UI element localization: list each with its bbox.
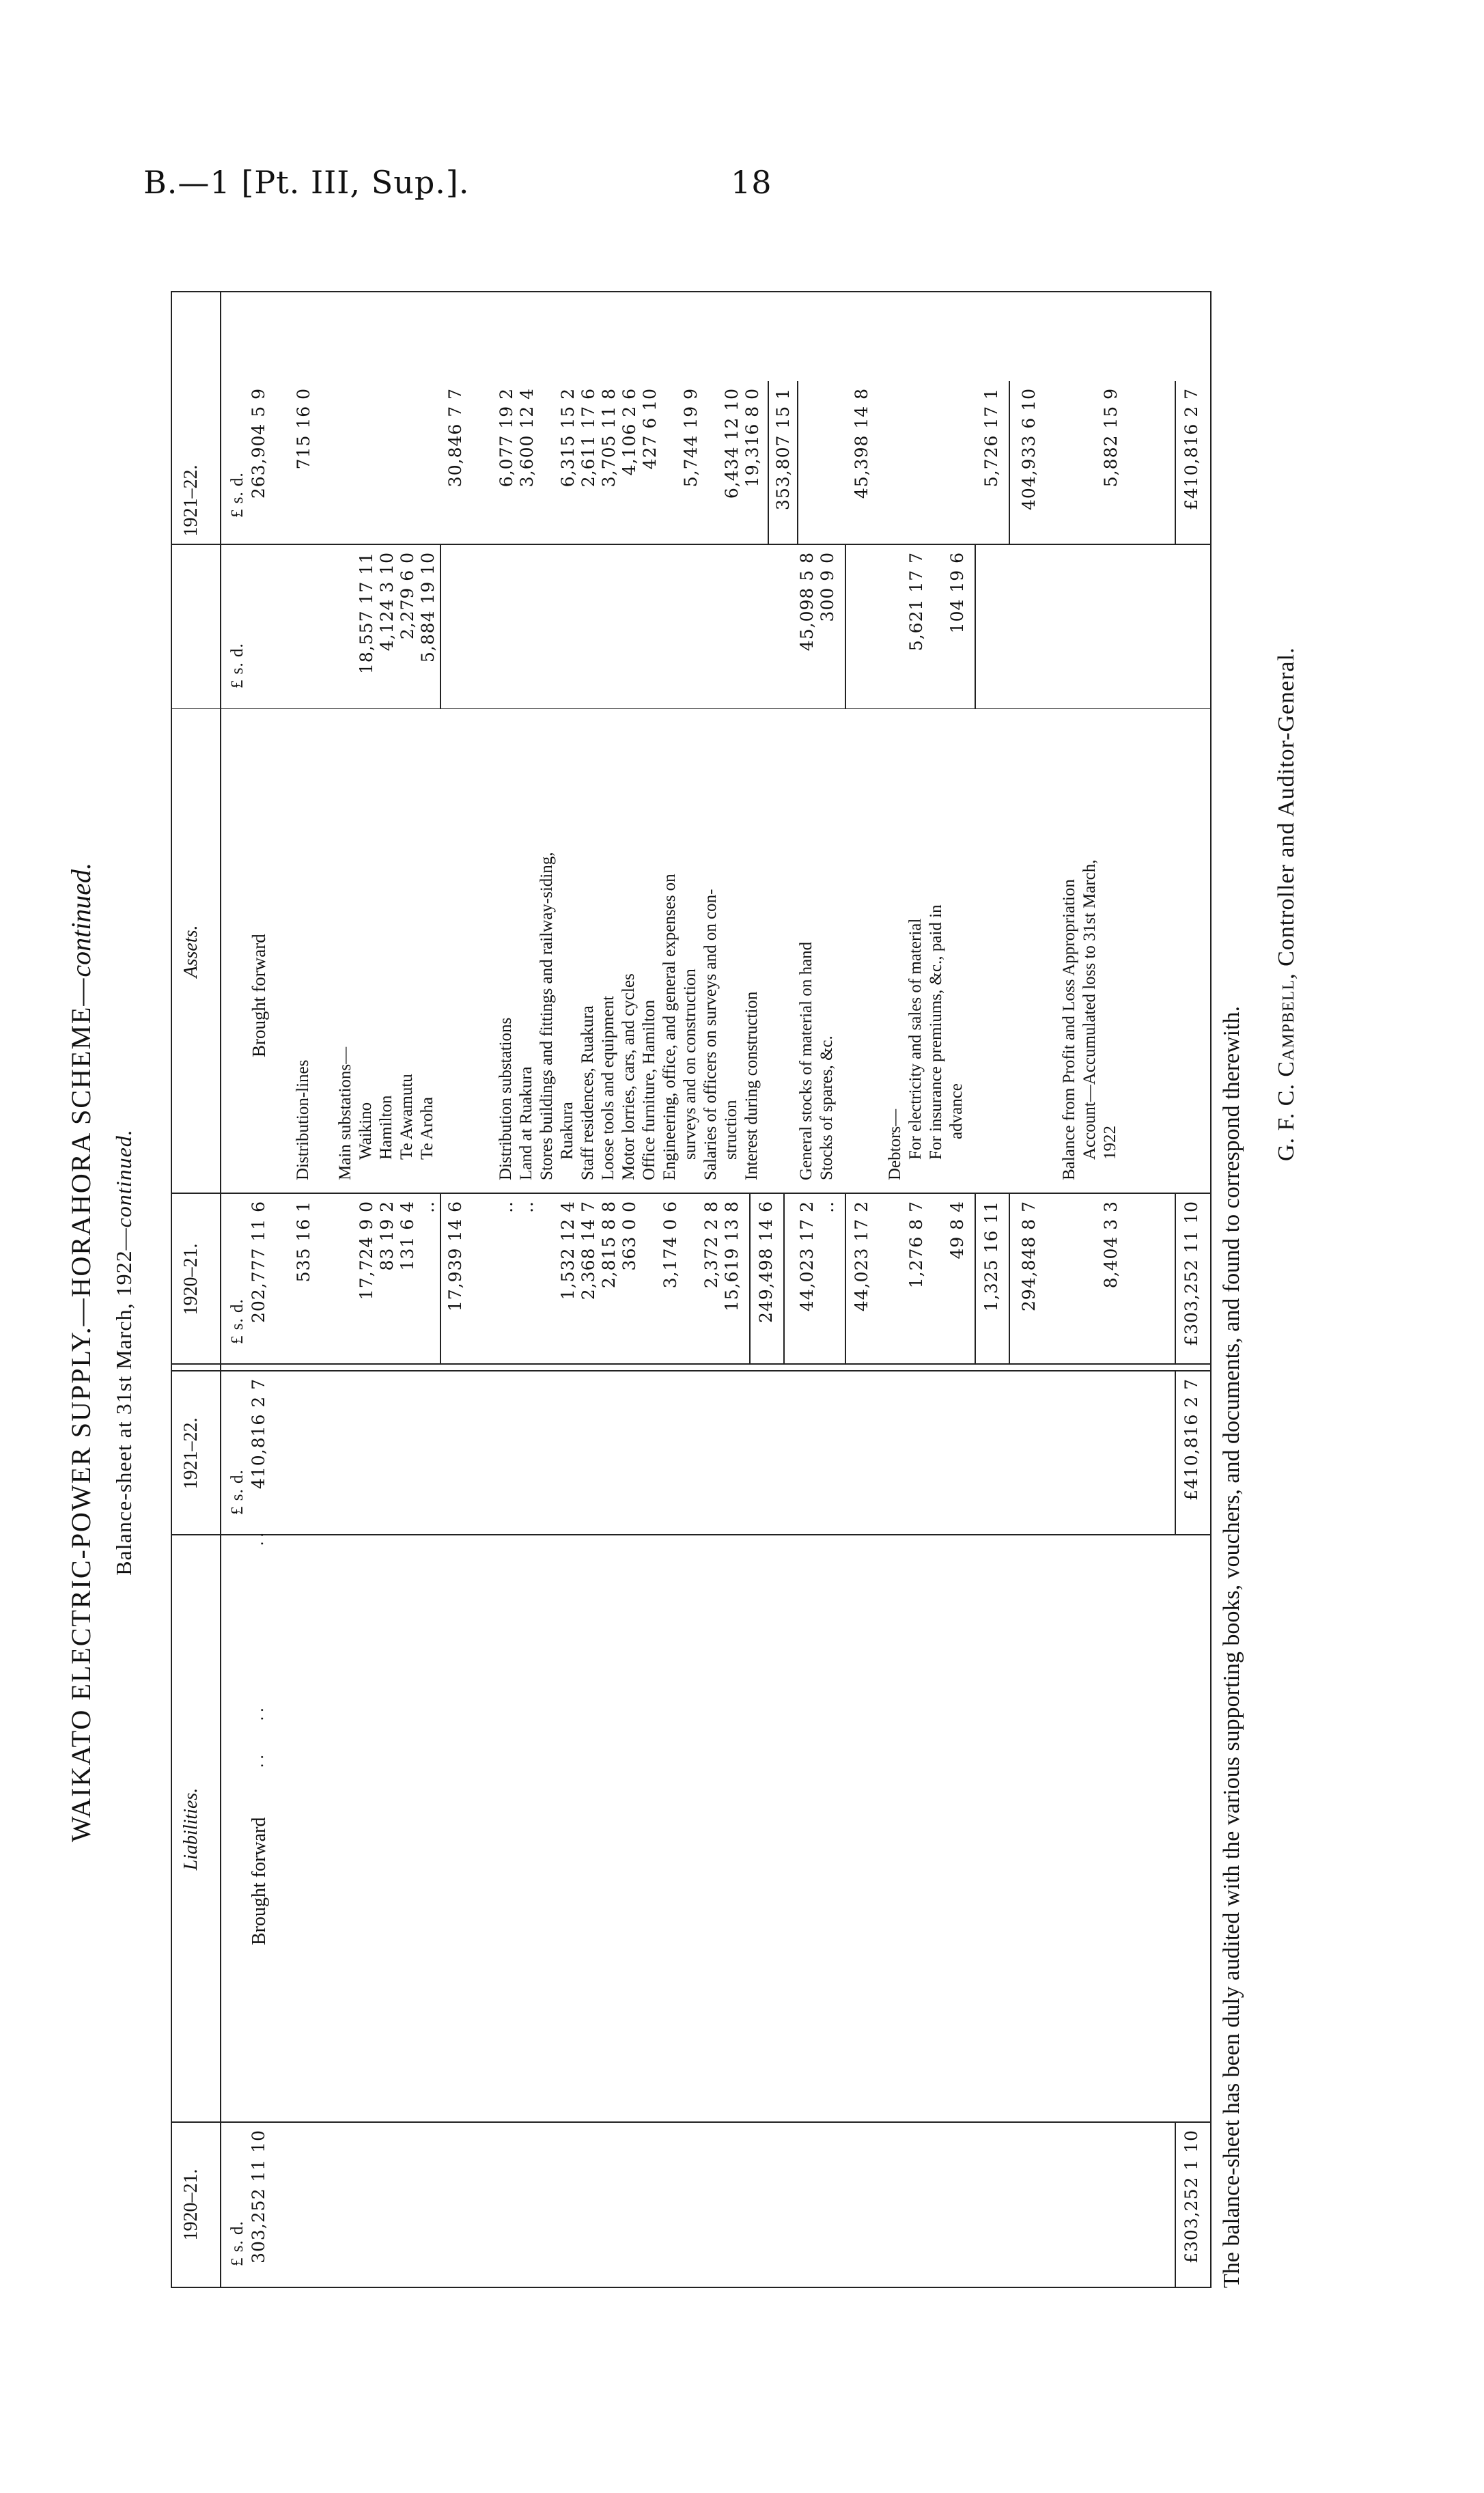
asset-interest: Interest during construction xyxy=(742,991,761,1180)
assets-cur-total: 715 16 0 xyxy=(294,388,313,470)
assets-cur-detail: 2,279 6 0 xyxy=(397,552,417,640)
subtotal-rule xyxy=(845,1194,846,1365)
assets-cur-total: 6,434 12 10 xyxy=(722,388,742,499)
assets-prev-value: 44,023 17 2 xyxy=(797,1201,817,1312)
assets-prev-year-heading: 1920–21. xyxy=(180,1243,201,1315)
assets-prev-value: 83 19 2 xyxy=(377,1201,397,1271)
unit-label: £ s. d. xyxy=(228,472,247,518)
liabilities-brought-forward-label: Brought forward xyxy=(249,1817,270,1945)
liabilities-heading: Liabilities. xyxy=(180,1787,201,1871)
assets-cur-total: 3,600 12 4 xyxy=(517,388,537,488)
header-rule xyxy=(220,292,221,2287)
assets-cur-total: 5,726 17 1 xyxy=(981,388,1001,488)
assets-prev-value: 8,404 3 3 xyxy=(1101,1201,1121,1289)
unit-label: £ s. d. xyxy=(228,2220,247,2266)
assets-cur-year-heading: 1921–22. xyxy=(180,464,201,537)
asset-distribution-lines: Distribution-lines xyxy=(294,1059,312,1180)
page-number: 18 xyxy=(731,164,772,201)
column-rule xyxy=(172,1534,1210,1535)
column-rule xyxy=(172,1193,1210,1194)
asset-salaries-line1: Salaries of officers on surveys and on con- xyxy=(701,889,720,1180)
column-rule xyxy=(172,544,1210,545)
liabilities-cur-year-heading: 1921–22. xyxy=(180,1417,201,1490)
total-rule xyxy=(1175,1194,1176,1365)
page-header xyxy=(143,164,1441,219)
unit-label: £ s. d. xyxy=(228,1469,247,1515)
asset-te-aroha: Te Aroha xyxy=(418,1097,436,1160)
asset-distribution-substations: Distribution substations xyxy=(496,1017,515,1180)
subtotal-rule xyxy=(1009,381,1010,545)
assets-prev-value: 1,532 12 4 xyxy=(558,1201,578,1300)
assets-prev-value: 44,023 17 2 xyxy=(852,1201,871,1312)
assets-prev-value: .. xyxy=(418,1201,438,1213)
unit-label: £ s. d. xyxy=(228,1298,247,1344)
assets-cur-total: 4,106 2 6 xyxy=(619,388,639,476)
assets-cur-total: 263,904 5 9 xyxy=(249,388,268,499)
asset-hamilton: Hamilton xyxy=(377,1095,395,1160)
asset-engineering-line1: Engineering, office, and general expenses on xyxy=(660,874,679,1180)
assets-prev-value: 1,276 8 7 xyxy=(906,1201,926,1289)
assets-prev-value: 2,815 8 8 xyxy=(599,1201,619,1289)
subtotal-rule xyxy=(975,1194,976,1365)
asset-stores-line2: Ruakura xyxy=(558,1102,576,1160)
assets-cur-detail: 300 9 0 xyxy=(817,552,837,622)
assets-prev-total: £303,252 11 10 xyxy=(1181,1201,1201,1346)
assets-cur-total: 5,882 15 9 xyxy=(1101,388,1121,488)
assets-cur-total: 5,744 19 9 xyxy=(681,388,701,488)
asset-debtors-insurance-line1: For insurance premiums, &c., paid in xyxy=(927,904,945,1160)
assets-cur-total: 6,077 19 2 xyxy=(496,388,516,488)
assets-prev-value: 1,325 16 11 xyxy=(981,1201,1001,1312)
asset-loose-tools: Loose tools and equipment xyxy=(599,995,617,1180)
report-reference: B.—1 [Pt. III, Sup.]. xyxy=(143,164,470,201)
assets-cur-total: 6,315 15 2 xyxy=(558,388,578,488)
subtotal-rule xyxy=(749,1194,751,1365)
subtotal-rule xyxy=(1009,1194,1010,1365)
assets-cur-detail: 4,124 3 10 xyxy=(377,552,397,652)
assets-heading: Assets. xyxy=(180,925,201,978)
assets-prev-value: .. xyxy=(496,1201,516,1213)
asset-staff-residences: Staff residences, Ruakura xyxy=(578,1005,597,1180)
total-rule xyxy=(1175,1371,1176,1535)
assets-cur-detail: 5,884 19 10 xyxy=(418,552,438,663)
subtotal-rule xyxy=(440,1194,441,1365)
document-subtitle: Balance-sheet at 31st March, 1922—continued. xyxy=(111,1129,136,1576)
assets-prev-value: 49 8 4 xyxy=(947,1201,967,1259)
assets-cur-total: 427 6 10 xyxy=(640,388,660,470)
subtotal-rule xyxy=(440,545,441,709)
assets-cur-total: 3,705 11 8 xyxy=(599,388,619,488)
column-rule xyxy=(172,1370,1210,1371)
asset-balance-line3: 1922 xyxy=(1101,1126,1119,1160)
asset-stores-line1: Stores buildings and fittings and railway-siding, xyxy=(537,852,556,1180)
assets-prev-value: 17,939 14 6 xyxy=(445,1201,465,1312)
assets-grand-total: £410,816 2 7 xyxy=(1181,388,1201,510)
assets-prev-value: .. xyxy=(517,1201,537,1213)
audit-note: The balance-sheet has been duly audited with the various supporting books, vouchers, and documents, and found to correspond therewith. xyxy=(1219,1005,1244,2288)
subtotal-rule xyxy=(975,545,976,709)
assets-prev-value: 15,619 13 8 xyxy=(722,1201,742,1312)
assets-prev-value: 294,848 8 7 xyxy=(1019,1201,1039,1312)
balance-sheet-table xyxy=(171,291,1212,2288)
column-rule xyxy=(172,2121,1210,2123)
total-rule xyxy=(1175,2123,1176,2287)
assets-cur-total: 19,316 8 0 xyxy=(742,388,762,488)
assets-cur-detail: 18,557 17 11 xyxy=(356,552,376,674)
asset-motor-lorries: Motor lorries, cars, and cycles xyxy=(619,973,638,1180)
subtotal-rule xyxy=(845,545,846,709)
asset-brought-forward: Brought forward xyxy=(249,934,269,1057)
asset-balance-line2: Account—Accumulated loss to 31st March, xyxy=(1080,859,1099,1160)
assets-prev-value: 363 0 0 xyxy=(619,1201,639,1271)
assets-cur-total: 2,611 17 6 xyxy=(578,388,598,488)
asset-general-stocks: General stocks of material on hand xyxy=(797,941,815,1180)
liabilities-cur-amount: 410,816 2 7 xyxy=(249,1378,268,1490)
column-rule xyxy=(172,708,1210,709)
asset-salaries-line2: struction xyxy=(722,1100,740,1160)
subtotal-rule xyxy=(797,381,798,545)
assets-cur-total: 30,846 7 7 xyxy=(445,388,465,488)
unit-label: £ s. d. xyxy=(228,643,247,688)
document-title: WAIKATO ELECTRIC-POWER SUPPLY.—HORAHORA SCHEME—continued. xyxy=(66,862,96,1843)
leader-dots: . . . . . . xyxy=(249,1533,267,1768)
total-rule xyxy=(1175,381,1176,545)
asset-office-furniture: Office furniture, Hamilton xyxy=(640,999,658,1180)
subtotal-rule xyxy=(768,381,769,545)
liabilities-cur-total: £410,816 2 7 xyxy=(1181,1378,1201,1501)
asset-waikino: Waikino xyxy=(356,1102,375,1160)
asset-debtors-electricity: For electricity and sales of material xyxy=(906,918,925,1160)
assets-prev-value: 2,372 2 8 xyxy=(701,1201,721,1289)
asset-main-substations: Main substations— xyxy=(336,1046,354,1180)
asset-debtors-insurance-line2: advance xyxy=(947,1083,966,1139)
column-rule xyxy=(172,1363,1210,1365)
assets-cur-detail: 5,621 17 7 xyxy=(906,552,926,652)
asset-te-awamutu: Te Awamutu xyxy=(397,1074,416,1160)
assets-prev-value: 3,174 0 6 xyxy=(660,1201,680,1289)
asset-engineering-line2: surveys and on construction xyxy=(681,969,699,1160)
asset-debtors: Debtors— xyxy=(886,1109,904,1180)
assets-cur-detail: 45,098 5 8 xyxy=(797,552,817,652)
assets-prev-value: 202,777 11 6 xyxy=(249,1201,268,1323)
assets-prev-value: 249,498 14 6 xyxy=(756,1201,776,1323)
assets-cur-total: 353,807 15 1 xyxy=(773,388,793,510)
asset-balance-line1: Balance from Profit and Loss Appropriation xyxy=(1060,879,1078,1180)
assets-prev-value: 17,724 9 0 xyxy=(356,1201,376,1300)
assets-prev-value: 535 16 1 xyxy=(294,1201,313,1283)
assets-cur-total: 404,933 6 10 xyxy=(1019,388,1039,510)
assets-cur-detail: 104 19 6 xyxy=(947,552,967,634)
asset-stocks-spares: Stocks of spares, &c. xyxy=(817,1035,836,1180)
liabilities-prev-amount: 303,252 11 10 xyxy=(249,2130,268,2264)
assets-prev-value: 2,368 14 7 xyxy=(578,1201,598,1300)
rotated-balance-sheet-page xyxy=(65,246,1335,2459)
assets-prev-value: .. xyxy=(817,1201,837,1213)
assets-cur-total: 45,398 14 8 xyxy=(852,388,871,499)
subtotal-rule xyxy=(783,1194,785,1365)
assets-prev-value: 131 6 4 xyxy=(397,1201,417,1271)
auditor-signature: G. F. C. Campbell, Controller and Auditor-General. xyxy=(1274,647,1299,1161)
liabilities-prev-total: £303,252 1 10 xyxy=(1181,2130,1201,2264)
asset-land: Land at Ruakura xyxy=(517,1066,535,1180)
liabilities-prev-year-heading: 1920–21. xyxy=(180,2169,201,2241)
